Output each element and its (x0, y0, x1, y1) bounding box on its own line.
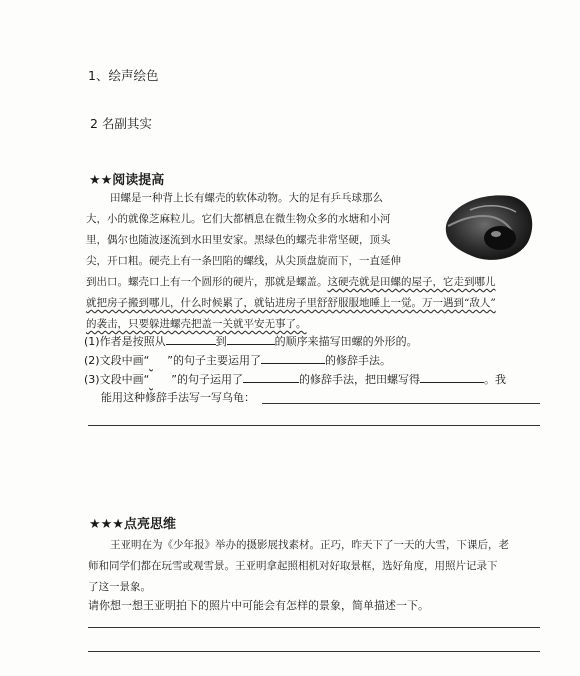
answer-item-2: 2 名副其实 (90, 116, 152, 131)
answer-blank-2[interactable] (261, 352, 325, 364)
reading-line-7 (86, 314, 307, 335)
thinking-line-1: 王亚明在为《少年报》举办的摄影展找素材。正巧，昨天下了一天的大雪，下课后，老 (110, 539, 509, 551)
question-1: (1)作者是按照从 到 的顺序来描写田螺的外形的。 (84, 335, 418, 348)
wavy-sentence-part-3: 的袭击，只要躲进螺壳把盖一关就平安无事了。 (86, 318, 307, 330)
reading-line-1: 田螺是一种背上长有螺壳的软体动物。大的足有乒乓球那么 (110, 192, 383, 204)
thinking-prompt: 请你想一想王亚明拍下的照片中可能会有怎样的景象，简单描述一下。 (88, 599, 429, 612)
thinking-section-title: ★★★点亮思维 (89, 517, 176, 532)
answer-line-3-1[interactable] (262, 403, 540, 404)
wavy-sentence-part-1: 这硬壳就是田螺的屋子，它走到哪儿 (327, 276, 496, 288)
answer-item-1: 1、绘声绘色 (88, 68, 159, 83)
snail-shell-image (440, 186, 538, 264)
reading-line-2: 大，小的就像芝麻粒儿。它们大都栖息在微生物众多的水塘和小河 (86, 213, 391, 225)
answer-blank-3a[interactable] (243, 371, 299, 383)
wavy-mark-3 (149, 373, 171, 386)
thinking-line-3: 了这一景象。 (88, 581, 151, 593)
reading-line-3: 里，偶尔也随波逐流到水田里安家。黑绿色的螺壳非常坚硬，顶头 (86, 234, 391, 246)
question-3: (3)文段中画“ ”的句子运用了 的修辞手法，把田螺写得 。我 (84, 373, 506, 386)
answer-line-3-2[interactable] (88, 425, 540, 426)
reading-line-5 (86, 272, 496, 293)
answer-blank-3b[interactable] (420, 371, 484, 383)
answer-blank-1b[interactable] (227, 333, 275, 345)
question-3-continuation: 能用这种修辞手法写一写乌龟： (101, 391, 255, 404)
wavy-mark-2 (149, 354, 167, 367)
question-2: (2)文段中画“ ”的句子主要运用了 的修辞手法。 (84, 354, 391, 367)
reading-line-5-text: 到出口。螺壳口上有一个圆形的硬片，那就是螺盖。 (86, 276, 328, 288)
reading-line-4: 尖，开口粗。硬壳上有一条凹陷的螺线，从尖顶盘旋而下，一直延伸 (86, 255, 401, 267)
answer-line-4-1[interactable] (88, 627, 540, 628)
reading-line-6 (86, 293, 496, 314)
reading-section-title: ★★阅读提高 (89, 173, 165, 188)
wavy-sentence-part-2: 就把房子搬到哪儿，什么时候累了，就钻进房子里舒舒服服地睡上一觉。万一遇到“敌人” (86, 297, 496, 309)
answer-line-4-2[interactable] (88, 651, 540, 652)
answer-blank-1a[interactable] (166, 333, 216, 345)
thinking-line-2: 师和同学们都在玩雪或观雪景。王亚明拿起照相机对好取景框，选好角度，用照片记录下 (88, 560, 498, 572)
